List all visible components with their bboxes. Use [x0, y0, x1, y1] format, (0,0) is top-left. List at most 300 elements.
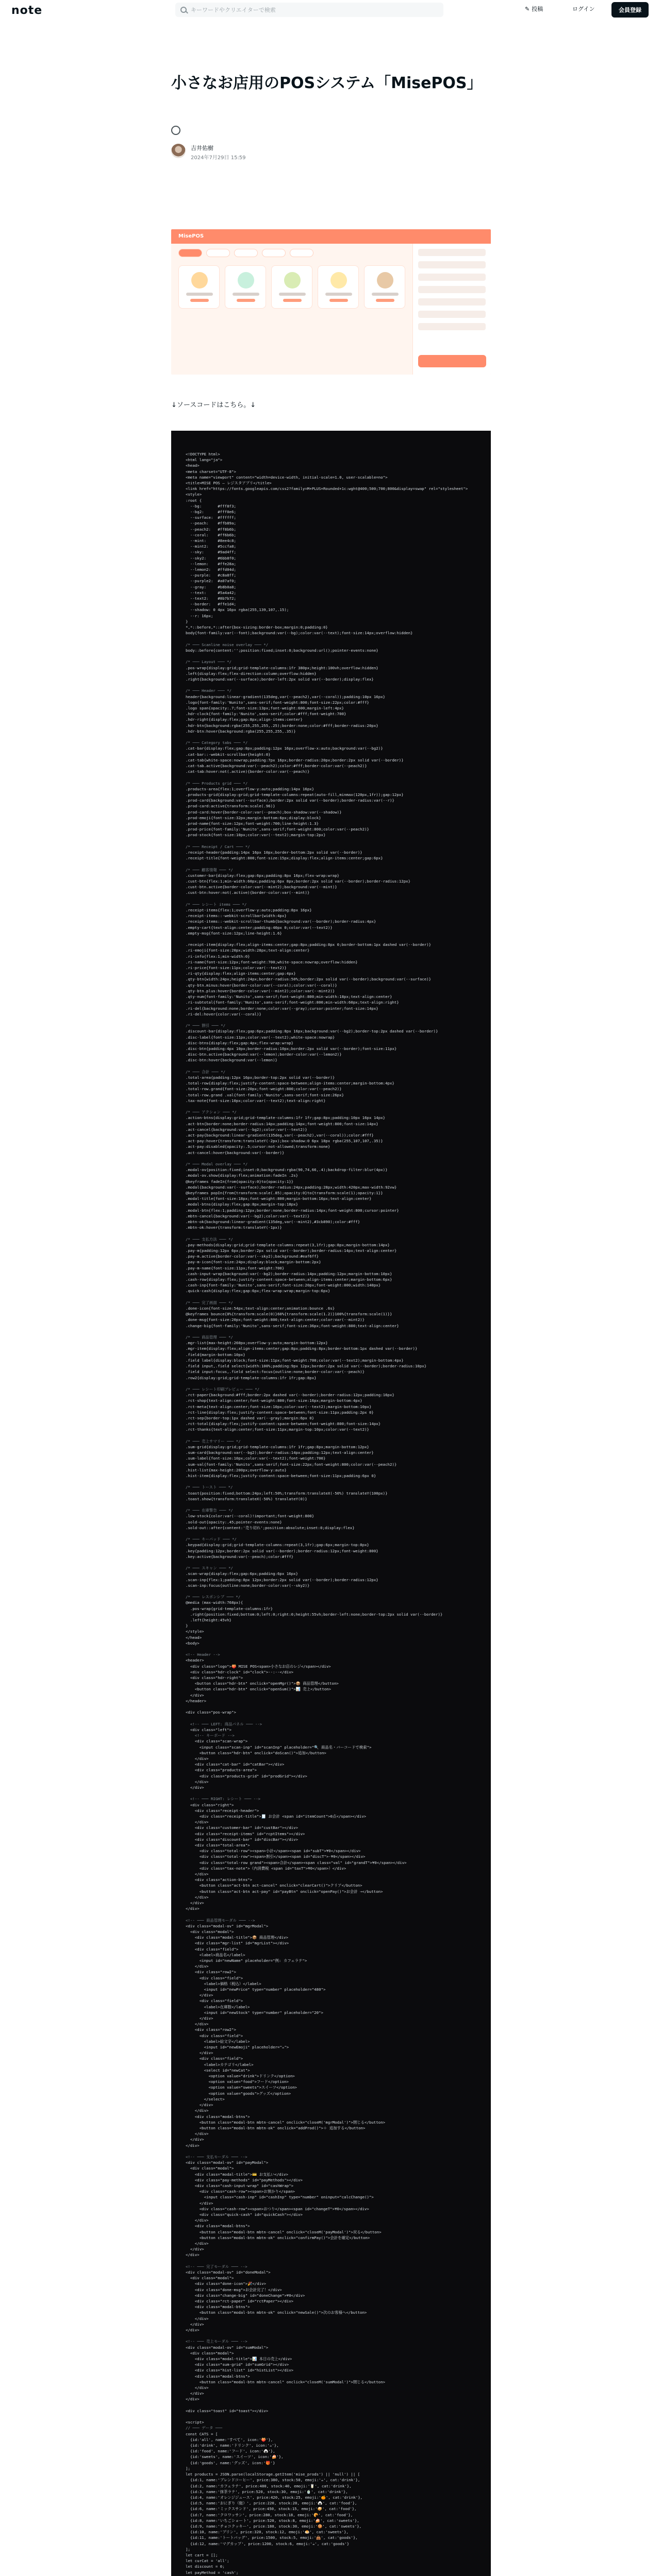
- code-line: .quick-cash{display:flex;gap:6px;flex-wrap:wrap;margin-top:6px}: [186, 1289, 330, 1294]
- author-avatar[interactable]: [171, 144, 186, 158]
- code-line: <button class="modal-btn mbtn-ok" onclick="addProd()">＋ 追加する</button>: [186, 2125, 366, 2130]
- code-line: [186, 1715, 476, 1721]
- code-line: {id:'sweets', name:'スイーツ', icon:'🍰'},: [186, 2454, 284, 2460]
- code-line: [186, 1433, 476, 1438]
- code-line: .modal-title{font-size:18px;font-weight:800;margin-bottom:16px;text-align:center}: [186, 1196, 372, 1201]
- code-line: <button class="act-btn act-cancel" onclick="clearCart()">クリア</button>: [186, 1883, 362, 1888]
- code-line: .keypad{display:grid;grid-template-columns:repeat(3,1fr);gap:6px;margin-top:8px}: [186, 1543, 369, 1548]
- code-line: <div class="modal">: [186, 2166, 234, 2171]
- code-line: .field{margin-bottom:10px}: [186, 1352, 245, 1357]
- code-line: /* ─── 顧客情報 ─── */: [186, 867, 233, 872]
- code-line: <div class="row2">: [186, 1970, 236, 1975]
- code-line: [186, 2414, 476, 2419]
- code-line: header{background:linear-gradient(135deg,var(--peach2),var(--coral));padding:10px 16px}: [186, 694, 386, 699]
- code-line: <!-- ─── RIGHT: レシート ─── -->: [186, 1797, 261, 1802]
- code-line: let discount = 0;: [186, 2564, 225, 2569]
- code-line: [186, 1588, 476, 1594]
- code-line: [186, 2258, 476, 2264]
- code-line: [186, 2333, 476, 2338]
- code-line: body::before{content:'';position:fixed;inset:0;background:url();pointer-events:none}: [186, 648, 378, 653]
- code-line: </div>: [186, 2143, 200, 2148]
- code-line: <link href="https://fonts.googleapis.com/css2?family=M+PLUS+Rounded+1c:wght@400;500;700;800&display=swap" rel="stylesheet">: [186, 486, 468, 492]
- code-line: <button class="modal-btn mbtn-cancel" onclick="closeM('sumModal')">閉じる</button>: [186, 2379, 386, 2384]
- code-line: ];: [186, 2466, 190, 2471]
- code-line: .done-icon{font-size:54px;text-align:center;animation:bounce .6s}: [186, 1306, 335, 1311]
- code-line: <input id="newStock" type="number" placeholder="20">: [186, 2010, 323, 2015]
- code-line: </div>: [186, 1756, 209, 1761]
- code-line: </div>: [186, 1871, 209, 1876]
- author-name[interactable]: 吉井佑樹: [191, 145, 213, 151]
- code-line: .sum-grid{display:grid;grid-template-columns:1fr 1fr;gap:8px;margin-bottom:12px}: [186, 1444, 369, 1449]
- code-line: .key{padding:12px;border:2px solid var(--border);border-radius:12px;font-weight:800}: [186, 1548, 378, 1553]
- code-line: .act-cancel{background:var(--bg2);color:var(--text2)}: [186, 1127, 307, 1132]
- code-line: <div class="modal">: [186, 1929, 234, 1934]
- code-line: .scan-inp{flex:1;padding:8px 12px;border:2px solid var(--border);border-radius:12px}: [186, 1577, 378, 1582]
- code-line: <div class="modal-btns">: [186, 2114, 250, 2119]
- code-line: [186, 653, 476, 659]
- code-line: .cat-bar::-webkit-scrollbar{height:0}: [186, 752, 271, 757]
- code-line: <div class="scan-wrap">: [186, 1739, 248, 1744]
- code-line: [186, 1156, 476, 1161]
- code-line: [186, 2148, 476, 2154]
- code-line: .mbtn-cancel{background:var(--bg2);color:var(--text2)}: [186, 1213, 310, 1218]
- code-line: <div class="total-area">: [186, 1842, 250, 1848]
- code-line: --bg: #fff8f3;: [186, 503, 236, 509]
- code-line: .change-big{font-family:'Nunito',sans-serif;font-size:36px;font-weight:800;text-align:center}: [186, 1323, 399, 1328]
- code-line: .toast{position:fixed;bottom:24px;left:50%;transform:translateX(-50%) translateY(100px)}: [186, 1490, 388, 1496]
- code-line: /* ─── キーパッド ─── */: [186, 1537, 237, 1542]
- screenshot-header-bar: [171, 229, 491, 244]
- code-line: .disc-btns{display:flex;gap:4px;flex-wrap:wrap}: [186, 1040, 294, 1045]
- code-line: .sold-out{opacity:.45;pointer-events:none}: [186, 1519, 282, 1524]
- code-line: <input class="scan-inp" id="scanInp" placeholder="🔍 商品名・バーコードで検索">: [186, 1744, 372, 1750]
- article-title: 小さなお店用のPOSシステム「MisePOS」: [171, 74, 483, 92]
- code-line: {id:1, name:'ブレンドコーヒー', price:380, stock:50, emoji:'☕', cat:'drink'},: [186, 2478, 360, 2483]
- code-line: --lemon2: #ffd04d;: [186, 567, 236, 572]
- code-line: </div>: [186, 2200, 213, 2206]
- code-line: [186, 2402, 476, 2408]
- code-line: /* ─── Modal overlay ─── */: [186, 1161, 248, 1166]
- code-line: <div class="discount-bar" id="discBar"></div>: [186, 1837, 299, 1842]
- code-line: {id:'goods', name:'グッズ', icon:'🎁'}: [186, 2460, 275, 2465]
- code-line: </div>: [186, 1964, 209, 1969]
- code-line: /* ─── レシート印刷プレビュー ─── */: [186, 1386, 260, 1392]
- code-line: {id:10, name:'プリン', price:320, stock:12, emoji:'🍮', cat:'sweets'},: [186, 2530, 349, 2535]
- code-line: {id:7, name:'クロワッサン', price:280, stock:18, emoji:'🥐', cat:'food'},: [186, 2512, 353, 2517]
- code-line: <div class="total-row"><span>小計</span><span id="subT">¥0</span></div>: [186, 1849, 361, 1854]
- code-line: .hist-list{max-height:200px;overflow-y:auto}: [186, 1467, 287, 1472]
- signup-button[interactable]: 会員登録: [611, 2, 649, 18]
- code-line: /* ─── 完了画面 ─── */: [186, 1300, 233, 1305]
- code-line: [186, 861, 476, 867]
- code-line: .rct-total{display:flex;justify-content:space-between;font-weight:800;font-size:14px}: [186, 1421, 381, 1427]
- code-line: }: [186, 619, 188, 624]
- screenshot-tab: [290, 249, 313, 257]
- code-line: [186, 636, 476, 642]
- post-label: 投稿: [532, 6, 543, 12]
- code-line: .right{position:fixed;bottom:0;left:0;right:0;height:55vh;border-left:none;border-top:2px solid var(--border)}: [186, 1612, 443, 1617]
- code-line: <div class="cat-bar" id="catBar"></div>: [186, 1762, 285, 1767]
- code-line: /* ─── 売上サマリー ─── */: [186, 1438, 241, 1444]
- screenshot-category-tabs: [178, 249, 313, 257]
- code-line: [186, 838, 476, 844]
- code-line: <button class="modal-btn mbtn-ok" onclick="newSale()">次のお客様へ</button>: [186, 2310, 367, 2315]
- code-line: <!-- ─── 商品管理モーダル ─── -->: [186, 1918, 255, 1923]
- code-line: <div class="cash-row"><span>お預かり</span>: [186, 2189, 295, 2194]
- code-line: --r: 16px;: [186, 613, 213, 618]
- code-line: --coral: #ff6b6b;: [186, 532, 236, 537]
- code-line: {id:8, name:'いちごショート', price:520, stock:8, emoji:'🍰', cat:'sweets'},: [186, 2518, 359, 2523]
- code-line: .qty-num{font-family:'Nunito',sans-serif;font-weight:800;min-width:18px;text-align:center}: [186, 994, 392, 999]
- code-line: <div class="left">: [186, 1727, 231, 1732]
- login-button[interactable]: ログイン: [572, 6, 595, 12]
- code-line: --border: #ffe1d4;: [186, 602, 236, 607]
- code-line: @keyframes popIn{from{transform:scale(.85);opacity:0}to{transform:scale(1);opacity:1}}: [186, 1191, 383, 1195]
- code-line: <button class="hdr-btn" onclick="openSum()">📊 売上</button>: [186, 1687, 332, 1692]
- code-line: [186, 1502, 476, 1507]
- code-line: .mgr-item{display:flex;align-items:center;gap:8px;padding:8px;border-bottom:1px dashed var(--border)}: [186, 1346, 418, 1351]
- code-line: <title>MISE POS — レジスタアプリ</title>: [186, 481, 272, 486]
- code-line: .field label{display:block;font-size:11px;font-weight:700;color:var(--text2);margin-bottom:4px}: [186, 1358, 404, 1363]
- code-line: --sky: #9ad4ff;: [186, 550, 236, 555]
- code-line: /* ─── Products grid ─── */: [186, 781, 248, 786]
- code-line: .cust-btn.active{border-color:var(--mint2);background:var(--mint)}: [186, 885, 337, 890]
- code-line: <div class="hist-list" id="histList"></div>: [186, 2368, 294, 2373]
- code-line: <div class="logo">🍑 MISE POS<span>小さなお店のレジ</span></div>: [186, 1664, 331, 1669]
- code-line: <button class="modal-btn mbtn-ok" onclick="confirmPay()">会計を確定</button>: [186, 2235, 370, 2240]
- code-line: .cat-tab{white-space:nowrap;padding:7px 16px;border-radius:20px;border:2px solid var(--border)}: [186, 757, 404, 762]
- code-line: </div>: [186, 2391, 204, 2396]
- code-line: .products-grid{display:grid;grid-template-columns:repeat(auto-fill,minmax(120px,1fr));gap:12px}: [186, 792, 404, 797]
- code-line: .cust-btn:hover:not(.active){border-color:var(--mint)}: [186, 890, 310, 895]
- code-line: .action-btns{display:grid;grid-template-columns:1fr 1fr;gap:8px;padding:10px 16px 14px}: [186, 1115, 386, 1121]
- code-line: .prod-name{font-size:12px;font-weight:700;line-height:1.3}: [186, 821, 319, 826]
- code-line: .modal{background:var(--surface);border-radius:24px;padding:28px;width:420px;max-width:92vw}: [186, 1184, 397, 1190]
- code-line: <div class="modal-ov" id="doneModal">: [186, 2269, 271, 2275]
- code-line: .disc-label{font-size:11px;color:var(--text2);white-space:nowrap}: [186, 1035, 335, 1040]
- code-line: <html lang="ja">: [186, 457, 223, 463]
- code-line: </div>: [186, 1900, 204, 1905]
- code-line: --text: #5a4a42;: [186, 590, 236, 595]
- code-line: .sum-card{background:var(--bg2);border-radius:14px;padding:12px;text-align:center}: [186, 1450, 374, 1455]
- code-line: </div>: [186, 2321, 204, 2327]
- code-line: [186, 774, 476, 780]
- screenshot-app-title: MisePOS: [178, 233, 204, 239]
- code-line: .rct-shop{text-align:center;font-weight:800;font-size:16px;margin-bottom:4px}: [186, 1398, 362, 1403]
- code-line: [186, 1230, 476, 1236]
- code-line: .qty-btn{width:24px;height:24px;border-radius:50%;border:2px solid var(--border);background:var(--surface)}: [186, 977, 432, 982]
- screenshot-tab: [234, 249, 258, 257]
- code-line: <header>: [186, 1658, 204, 1663]
- code-block[interactable]: [171, 431, 491, 2576]
- pencil-icon: ✎: [525, 5, 530, 12]
- code-line: /* ─── アクション ─── */: [186, 1110, 237, 1115]
- code-line: <label>商品名</label>: [186, 1952, 245, 1957]
- code-line: .discount-bar{display:flex;gap:6px;padding:8px 16px;background:var(--bg2);border-top:2px dashed var(--border)}: [186, 1029, 438, 1034]
- code-line: .rct-paper{background:#fff;border:2px dashed var(--border);border-radius:12px;padding:16px}: [186, 1393, 394, 1398]
- code-line: </div>: [186, 2328, 200, 2333]
- code-line: .pay-methods{display:grid;grid-template-columns:repeat(3,1fr);gap:8px;margin-bottom:14px}: [186, 1242, 390, 1247]
- code-line: <input id="newPrice" type="number" placeholder="480">: [186, 1987, 326, 1992]
- code-line: <div class="hdr-clock" id="clock">--:--</div>: [186, 1669, 294, 1674]
- screenshot-receipt-panel: [412, 244, 491, 375]
- code-line: --sky2: #6bb8f0;: [186, 555, 236, 561]
- code-line: [186, 1063, 476, 1069]
- code-line: @keyframes fadeIn{from{opacity:0}to{opacity:1}}: [186, 1179, 294, 1184]
- code-line: /* ─── レシート items ─── */: [186, 902, 247, 907]
- code-line: .rct-sep{border-top:1px dashed var(--gray);margin:6px 0}: [186, 1415, 315, 1420]
- code-line: </div>: [186, 1820, 209, 1825]
- code-line: .cat-tab.active{background:var(--peach2);color:#fff;border-color:var(--peach2)}: [186, 763, 367, 768]
- code-line: <div class="mgr-list" id="mgrList"></div>: [186, 1941, 289, 1946]
- code-line: @media (max-width:768px){: [186, 1600, 243, 1605]
- code-line: <label>価格（税込）</label>: [186, 1981, 261, 1986]
- code-line: <div class="field">: [186, 2033, 243, 2038]
- code-line: {id:9, name:'チョコクッキー', price:180, stock:30, emoji:'🍪', cat:'sweets'},: [186, 2523, 362, 2529]
- magazine-add-icon[interactable]: [171, 126, 180, 135]
- code-line: .total-row.grand .val{font-family:'Nunito',sans-serif;font-size:26px}: [186, 1092, 344, 1097]
- code-line: <div class="field">: [186, 2056, 243, 2061]
- code-line: /* ─── Header ─── */: [186, 688, 231, 693]
- code-line: <div class="modal-title">💳 お支払い</div>: [186, 2172, 288, 2177]
- code-line: </header>: [186, 1698, 207, 1703]
- screenshot-product-card: [225, 265, 266, 309]
- code-line: .left{display:flex;flex-direction:column;overflow:hidden}: [186, 671, 317, 676]
- code-line: .tax-note{font-size:10px;color:var(--text2);text-align:right}: [186, 1098, 326, 1103]
- code-line: .receipt-items{flex:1;overflow-y:auto;padding:8px 16px}: [186, 908, 312, 913]
- app-screenshot-image: [171, 229, 491, 375]
- code-line: .ri-name{font-size:12px;font-weight:700;white-space:nowrap;overflow:hidden}: [186, 959, 358, 964]
- code-line: <meta charset="UTF-8">: [186, 469, 236, 474]
- code-line: {id:3, name:'抹茶ラテ', price:520, stock:30, emoji:'🍵', cat:'drink'},: [186, 2489, 348, 2494]
- code-line: {id:11, name:'トートバッグ', price:1500, stock:5, emoji:'👜', cat:'goods'},: [186, 2535, 358, 2540]
- code-line: <option value="drink">ドリンク</option>: [186, 2074, 295, 2079]
- code-line: {id:12, name:'マグカップ', price:1200, stock:6, emoji:'☕', cat:'goods'}: [186, 2541, 350, 2546]
- code-line: </div>: [186, 2131, 209, 2137]
- code-line: .ri-subtotal{font-family:'Nunito',sans-serif;font-weight:800;min-width:60px;text-align:right}: [186, 1000, 399, 1005]
- code-line: <div class="field">: [186, 1975, 243, 1980]
- code-line: <div class="right">: [186, 1802, 234, 1807]
- code-line: .customer-bar{display:flex;gap:6px;padding:8px 16px;flex-wrap:wrap}: [186, 873, 340, 878]
- code-line: <script>: [186, 2420, 204, 2425]
- code-line: </div>: [186, 1894, 209, 1900]
- code-line: </div>: [186, 1779, 209, 1784]
- screenshot-product-card: [178, 265, 220, 309]
- code-line: [186, 1479, 476, 1484]
- code-line: <button class="modal-btn mbtn-cancel" onclick="closeM('payModal')">戻る</button>: [186, 2229, 382, 2234]
- code-line: .mbtn-ok:hover{transform:translateY(-1px)}: [186, 1225, 282, 1230]
- screenshot-product-card: [364, 265, 405, 309]
- code-line: .cust-btn{flex:1;min-width:60px;padding:6px 8px;border:2px solid var(--border);border-radius:12px}: [186, 879, 411, 884]
- code-line: .rct-meta{text-align:center;font-size:10px;color:var(--text2);margin-bottom:10px}: [186, 1404, 372, 1409]
- code-line: .act-cancel:hover{background:var(--border)}: [186, 1150, 285, 1155]
- code-line: .ri-info{flex:1;min-width:0}: [186, 954, 250, 959]
- code-line: {id:5, name:'おにぎり（鮭）', price:220, stock:20, emoji:'🍙', cat:'food'},: [186, 2501, 357, 2506]
- code-line: <!-- Header -->: [186, 1652, 220, 1657]
- code-line: <div class="rct-paper" id="rctPaper"></div>: [186, 2299, 294, 2303]
- search-placeholder: キーワードやクリエイターで検索: [191, 7, 276, 13]
- code-line: {id:'all', name:'すべて', icon:'🍑'},: [186, 2437, 273, 2442]
- code-line: .pay-m{padding:12px 6px;border:2px solid var(--border);border-radius:14px;text-align:center}: [186, 1248, 397, 1253]
- code-line: .receipt-header{padding:14px 16px 10px;border-bottom:2px solid var(--border)}: [186, 850, 362, 855]
- code-line: --peach2: #ff8b6b;: [186, 527, 236, 532]
- screenshot-tab: [178, 249, 202, 257]
- code-line: --peach: #ffb89a;: [186, 521, 236, 526]
- code-line: .low-stock{color:var(--coral)!important;font-weight:800}: [186, 1514, 315, 1519]
- code-line: <!-- キーボード -->: [186, 1733, 235, 1738]
- code-line: <div class="cash-input-wrap" id="cashWrap">: [186, 2183, 294, 2188]
- code-line: [186, 1646, 476, 1652]
- code-line: .mbtn-ok{background:linear-gradient(135deg,var(--mint2),#3cb890);color:#fff}: [186, 1219, 360, 1225]
- code-lines: [186, 451, 476, 2576]
- code-line: <div class="modal">: [186, 2276, 234, 2281]
- code-line: [186, 1017, 476, 1023]
- code-line: .total-row{display:flex;justify-content:space-between;align-items:center;margin-bottom:4px}: [186, 1081, 394, 1086]
- code-line: .mgr-list{max-height:260px;overflow-y:auto;margin-bottom:12px}: [186, 1341, 328, 1346]
- code-line: *,*::before,*::after{box-sizing:border-box;margin:0;padding:0}: [186, 625, 328, 630]
- code-line: .pay-m-icon{font-size:24px;display:block;margin-bottom:2px}: [186, 1260, 321, 1265]
- code-line: <style>: [186, 492, 202, 497]
- code-line: --mint: #8ee4c8;: [186, 538, 236, 544]
- code-line: <div class="toast" id="toast"></div>: [186, 2408, 269, 2413]
- search-icon: [180, 7, 187, 13]
- code-line: <button class="hdr-btn" onclick="doScan()">追加</button>: [186, 1750, 326, 1755]
- code-line: <!-- ─── 売上モーダル ─── -->: [186, 2339, 247, 2344]
- code-line: ];: [186, 2547, 190, 2552]
- code-line: .cat-bar{display:flex;gap:8px;padding:12px 16px;overflow-x:auto;background:var(--bg2)}: [186, 746, 383, 751]
- code-line: let products = JSON.parse(localStorage.getItem('mise_prods') || 'null') || [: [186, 2472, 360, 2477]
- code-line: </div>: [186, 1785, 204, 1790]
- post-button[interactable]: [525, 5, 543, 13]
- code-line: <div class="row2">: [186, 2027, 236, 2032]
- code-line: .field input:focus,.field select:focus{outline:none;border-color:var(--peach)}: [186, 1369, 365, 1375]
- code-line: [186, 936, 476, 942]
- code-line: .logo span{opacity:.7;font-size:13px;font-weight:600;margin-left:4px}: [186, 705, 344, 710]
- code-line: /* ─── レスポンシブ ─── */: [186, 1595, 241, 1600]
- code-line: .rct-thanks{text-align:center;font-size:11px;margin-top:10px;color:var(--text2)}: [186, 1427, 369, 1432]
- code-line: .hist-item{display:flex;justify-content:space-between;font-size:11px;padding:6px 0}: [186, 1473, 376, 1478]
- code-line: .disc-btn.active{background:var(--lemon);border-color:var(--lemon2)}: [186, 1052, 342, 1057]
- code-line: <div class="modal-title">📊 本日の売上</div>: [186, 2357, 292, 2362]
- code-line: <label>絵文字</label>: [186, 2039, 250, 2044]
- code-line: <div class="done-msg">お会計完了！</div>: [186, 2287, 282, 2292]
- code-line: <div class="tax-note">（内消費税 <span id="taxT">¥0</span>）</div>: [186, 1866, 346, 1871]
- code-line: .hdr-btn:hover{background:rgba(255,255,255,.35)}: [186, 728, 296, 734]
- code-line: {id:2, name:'カフェラテ', price:480, stock:40, emoji:'🥛', cat:'drink'},: [186, 2483, 352, 2488]
- code-line: <div class="customer-bar" id="custBar"></div>: [186, 1825, 299, 1831]
- code-line: .qty-btn.plus:hover{border-color:var(--mint2);color:var(--mint2)}: [186, 988, 335, 993]
- code-line: [186, 734, 476, 740]
- code-line: [186, 1704, 476, 1709]
- code-line: .hdr-clock{font-family:'Nunito',sans-serif;color:#fff;font-weight:700}: [186, 711, 346, 717]
- code-line: </div>: [186, 2016, 213, 2021]
- code-line: <div class="receipt-header">: [186, 1808, 259, 1813]
- code-line: <label>カテゴリ</label>: [186, 2062, 254, 2067]
- code-line: .prod-card:active{transform:scale(.96)}: [186, 804, 275, 809]
- code-line: <div class="change-big" id="doneChange">¥0</div>: [186, 2293, 305, 2298]
- publish-date: 2024年7月29日 15:59: [191, 155, 246, 161]
- code-line: .prod-card{background:var(--surface);border:2px solid var(--border);border-radius:var(--r)}: [186, 798, 394, 803]
- code-line: .pos-wrap{display:grid;grid-template-columns:1fr 380px;height:100vh;overflow:hidden}: [186, 665, 378, 670]
- code-line: }: [186, 1623, 188, 1629]
- code-line: </div>: [186, 2108, 209, 2113]
- note-logo[interactable]: note: [11, 4, 43, 17]
- code-line: <div class="modal-ov" id="payModal">: [186, 2160, 269, 2165]
- code-line: .pay-m.active{border-color:var(--sky2);background:#eaf6ff}: [186, 1254, 319, 1259]
- code-line: <input id="newName" placeholder="例: カフェラテ">: [186, 1958, 307, 1963]
- code-line: .right{background:var(--surface);border-left:2px solid var(--border);display:flex}: [186, 676, 374, 682]
- code-line: .receipt-item{display:flex;align-items:center;gap:8px;padding:8px 0;border-bottom:1px dashed var(--border)}: [186, 942, 432, 947]
- code-line: [186, 682, 476, 688]
- code-line: <div class="modal">: [186, 2350, 234, 2355]
- code-line: <div class="total-row"><span>割引</span><span id="discT">-¥0</span></div>: [186, 1854, 366, 1859]
- code-line: </head>: [186, 1635, 202, 1640]
- code-line: .prod-card:hover{border-color:var(--peach);box-shadow:var(--shadow)}: [186, 809, 342, 815]
- code-line: .prod-price{font-family:'Nunito',sans-serif;font-weight:800;color:var(--peach2)}: [186, 827, 369, 832]
- code-line: let cart = [];: [186, 2552, 218, 2557]
- code-line: </div>: [186, 2241, 209, 2246]
- code-line: let payMethod = 'cash';: [186, 2570, 239, 2575]
- code-line: <div class="pay-methods" id="payMethods"></div>: [186, 2177, 303, 2182]
- code-line: let curCat = 'all';: [186, 2558, 229, 2564]
- code-line: <div class="quick-cash" id="quickCash"></div>: [186, 2212, 303, 2217]
- code-line: .receipt-items::-webkit-scrollbar-thumb{background:var(--border);border-radius:4px}: [186, 919, 376, 924]
- code-line: <!-- ─── 完了モーダル ─── -->: [186, 2264, 247, 2269]
- code-line: .key:active{background:var(--peach);color:#fff}: [186, 1554, 294, 1559]
- code-line: --bg2: #fff0e6;: [186, 510, 236, 515]
- code-line: /* ─── Layout ─── */: [186, 659, 231, 665]
- code-line: /* ─── 割引 ─── */: [186, 1023, 226, 1028]
- code-line: .act-pay:disabled{opacity:.5;cursor:not-allowed;transform:none}: [186, 1144, 330, 1149]
- code-line: <div class="modal-title">📦 商品管理</div>: [186, 1935, 288, 1940]
- code-line: <select id="newCat">: [186, 2067, 250, 2073]
- code-line: .scan-inp:focus{outline:none;border-color:var(--sky2)}: [186, 1583, 310, 1588]
- code-line: .ri-qty{display:flex;align-items:center;gap:4px}: [186, 971, 296, 976]
- search-input[interactable]: [175, 3, 443, 17]
- code-line: /* ─── スキャン ─── */: [186, 1566, 233, 1571]
- code-line: /* ─── Scanline noise overlay ─── */: [186, 642, 269, 647]
- code-line: </div>: [186, 2247, 204, 2252]
- code-line: <label>在庫数</label>: [186, 2004, 250, 2009]
- code-line: .row2{display:grid;grid-template-columns:1fr 1fr;gap:8px}: [186, 1375, 317, 1380]
- code-line: <option value="food">フード</option>: [186, 2079, 289, 2084]
- code-line: .sum-val{font-family:'Nunito',sans-serif;font-size:22px;font-weight:800;color:var(--peach2)}: [186, 1462, 397, 1467]
- code-line: /* ─── Receipt / Cart ─── */: [186, 844, 250, 849]
- screenshot-product-card: [271, 265, 312, 309]
- code-line: .cash-input-wrap{background:var(--bg2);border-radius:14px;padding:12px;margin-bottom:10px}: [186, 1271, 392, 1276]
- code-line: <div class="modal-btns">: [186, 2374, 250, 2379]
- code-line: .receipt-title{font-weight:800;font-size:15px;display:flex;align-items:center;gap:6px}: [186, 856, 383, 861]
- source-code-label: ↓ソースコードはこちら。↓: [171, 401, 256, 409]
- code-line: <head>: [186, 463, 200, 468]
- code-line: <div class="done-icon">🎉</div>: [186, 2281, 267, 2286]
- code-line: [186, 1381, 476, 1386]
- code-line: <button class="act-btn act-pay" id="payBtn" onclick="openPay()">お会計 →</button>: [186, 1889, 383, 1894]
- code-line: .total-row.grand{font-size:20px;font-weight:800;color:var(--peach2)}: [186, 1087, 342, 1092]
- code-line: <div class="products-grid" id="prodGrid"></div>: [186, 1773, 307, 1778]
- code-line: [186, 1329, 476, 1334]
- code-line: <div class="field">: [186, 1946, 239, 1952]
- code-line: .disc-btn:hover{background:var(--lemon)}: [186, 1058, 277, 1063]
- code-line: <div class="receipt-items" id="rcptItems"></div>: [186, 1831, 305, 1836]
- code-line: .left{height:45vh}: [186, 1618, 231, 1623]
- screenshot-product-grid: [178, 265, 405, 309]
- code-line: .qty-btn.minus:hover{border-color:var(--coral);color:var(--coral)}: [186, 982, 337, 988]
- code-line: </div>: [186, 2316, 209, 2321]
- code-line: [186, 1790, 476, 1796]
- code-line: <input id="newEmoji" placeholder="☕">: [186, 2045, 289, 2050]
- code-line: @keyframes bounce{0%{transform:scale(0)}60%{transform:scale(1.2)}100%{transform:scale(1)}}: [186, 1312, 392, 1317]
